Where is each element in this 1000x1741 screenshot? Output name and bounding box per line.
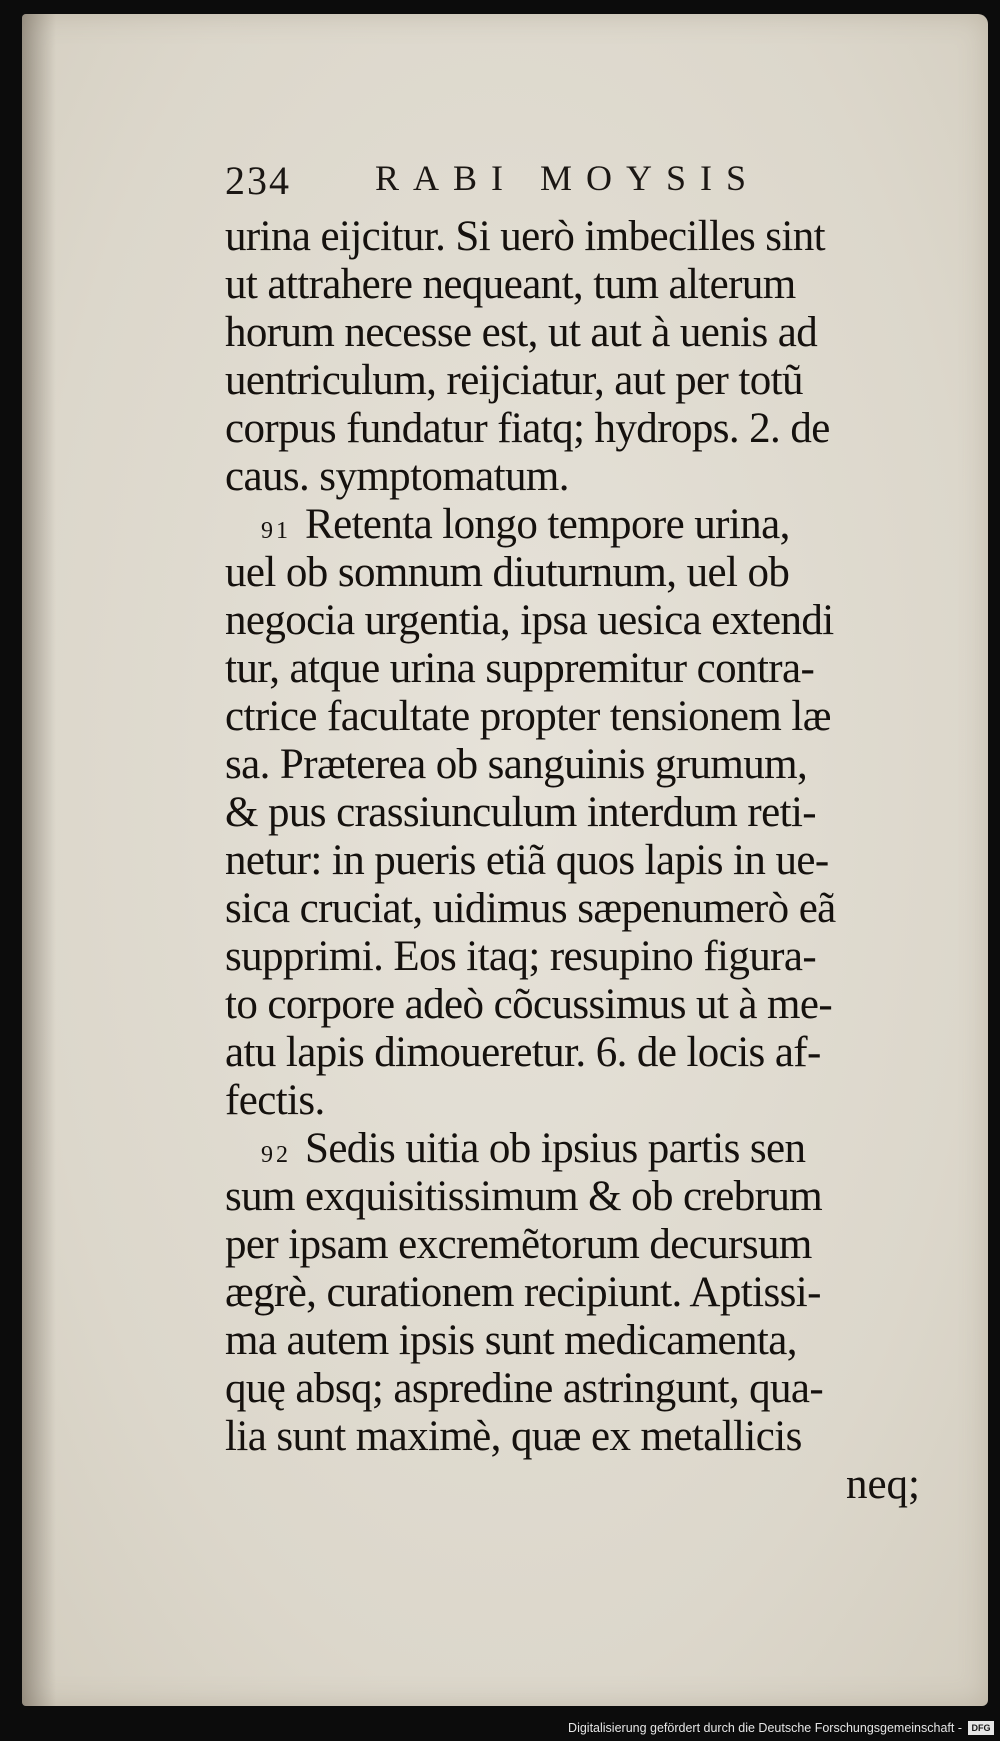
text-line: ut attrahere nequeant, tum alterum	[225, 261, 796, 308]
text-line: uentriculum, reijciatur, aut per totũ	[225, 357, 803, 404]
dfg-logo-icon: DFG	[968, 1721, 994, 1735]
section-92-opening: Sedis uitia ob ipsius partis sen	[305, 1125, 806, 1172]
section-91-first-line	[225, 501, 920, 549]
text-line: ma autem ipsis sunt medicamenta,	[225, 1317, 797, 1364]
body-text	[225, 213, 920, 1509]
page-header	[225, 157, 785, 207]
funding-credit: Digitalisierung gefördert durch die Deutsche Forschungsgemeinschaft -	[568, 1721, 962, 1735]
section-number: 92	[261, 1142, 291, 1168]
text-line: ctrice facultate propter tensionem læ	[225, 693, 831, 740]
text-line: & pus crassiunculum interdum reti-	[225, 789, 817, 836]
text-line: lia sunt maximè, quæ ex metallicis	[225, 1413, 802, 1460]
running-title: RABI MOYSIS	[375, 158, 761, 198]
text-line: per ipsam excremẽtorum decursum	[225, 1221, 812, 1268]
text-line: atu lapis dimoueretur. 6. de locis af-	[225, 1029, 821, 1076]
section-92-first-line	[225, 1125, 920, 1173]
text-line: corpus fundatur fiatq; hydrops. 2. de	[225, 405, 830, 452]
section-number: 91	[261, 518, 291, 544]
footer-bar	[0, 1711, 1000, 1741]
text-line: negocia urgentia, ipsa uesica extendi	[225, 597, 834, 644]
text-line: uel ob somnum diuturnum, uel ob	[225, 549, 790, 596]
text-line: to corpore adeò cõcussimus ut à me-	[225, 981, 833, 1028]
text-line: tur, atque urina suppremitur contra-	[225, 645, 815, 692]
text-line: urina eijcitur. Si uerò imbecilles sint	[225, 213, 825, 260]
catchword: neq;	[845, 1461, 920, 1508]
page-number: 234	[225, 158, 291, 203]
text-line: sum exquisitissimum & ob crebrum	[225, 1173, 823, 1220]
text-line: fectis.	[225, 1077, 325, 1124]
spine-shadow	[22, 14, 56, 1706]
text-line: ægrè, curationem recipiunt. Aptissi-	[225, 1269, 821, 1316]
text-line: sa. Præterea ob sanguinis grumum,	[225, 741, 808, 788]
text-line: caus. symptomatum.	[225, 453, 569, 500]
text-line: supprimi. Eos itaq; resupino figura-	[225, 933, 817, 980]
text-line: quę absq; aspredine astringunt, qua-	[225, 1365, 824, 1412]
section-91-opening: Retenta longo tempore urina,	[305, 501, 790, 548]
text-line: horum necesse est, ut aut à uenis ad	[225, 309, 818, 356]
text-line: netur: in pueris etiã quos lapis in ue-	[225, 837, 829, 884]
text-line: sica cruciat, uidimus sæpenumerò eã	[225, 885, 836, 932]
